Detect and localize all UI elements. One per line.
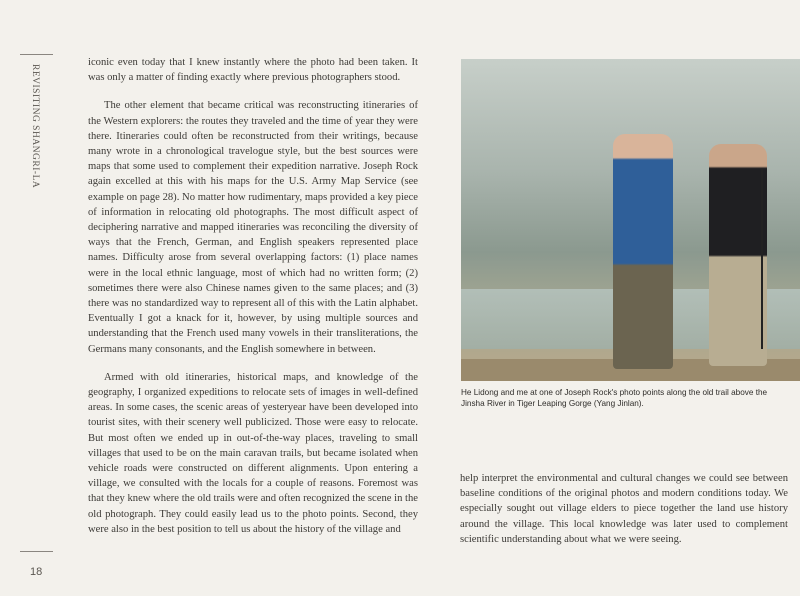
running-head: REVISITING SHANGRI-LA	[30, 64, 40, 189]
left-text-column	[88, 55, 418, 537]
gorge-photo	[461, 59, 800, 381]
right-text-column	[460, 471, 788, 547]
tripod-shape	[761, 169, 763, 349]
person-right	[709, 144, 767, 366]
paragraph-2: The other element that became critical was reconstructing itineraries of the Western explorers: the routes they traveled and the time of year they were there. Itineraries could often be reconstructed from their writings, because many wrote in a chronological travelogue style, but the best sources were maps that some used to complement their expedition narrative. Joseph Rock again excelled at this with his maps for the U.S. Army Map Service (see example on page 28). No matter how rudimentary, maps provided a key piece of information in relocating old photographs. The most difficult aspect of deciphering narrative and mapped itineraries was reconciling the diversity of ways that the French, German, and English speakers represented place names. Difficulty arose from several overlapping factors: (1) place names were in the local ethnic language, most of which had no written form; (2) sometimes there were also Chinese names given to the same places; and (3) there was no standardized way to represent all of this with the Latin alphabet. Eventually I got a knack for it, however, by using multiple sources and understanding that the French used many vowels in their transliterations, the Germans many consonants, and the English somewhere in between.	[88, 100, 418, 355]
bottom-margin-rule	[20, 551, 53, 552]
page-number: 18	[30, 566, 43, 578]
paragraph-1: iconic even today that I knew instantly where the photo had been taken. It was only a matter of finding exactly where previous photographers stood.	[88, 57, 418, 84]
paragraph-4: help interpret the environmental and cultural changes we could see between baseline conditions of the original photos and modern conditions today. We especially sought out village elders to piece together the land use history around the village. This local knowledge was later used to complement scientific understanding about what we were seeing.	[460, 473, 788, 545]
photo-caption: He Lidong and me at one of Joseph Rock's photo points along the old trail above the Jinsha River in Tiger Leaping Gorge (Yang Jinlan).	[461, 388, 768, 408]
person-left	[613, 134, 673, 369]
top-margin-rule	[20, 54, 53, 55]
paragraph-3: Armed with old itineraries, historical maps, and knowledge of the geography, I organized expeditions to relocate sets of images in well-defined areas. In some cases, the scenic areas of yesteryear have been developed into tourist sites, with their scenery well publicized. Those were easy to relocate. But most often we ended up in out-of-the-way places, traveling to small villages that used to be on the main caravan trails, but became isolated when vehicle roads were constructed on different alignments. Upon entering a village, we consulted with the locals for a couple of reasons. Foremost was that they knew where the old trails were and often recognized the scene in the old photograph. They could easily lead us to the photo points. Second, they were also in the best position to tell us about the history of the village and	[88, 371, 418, 535]
